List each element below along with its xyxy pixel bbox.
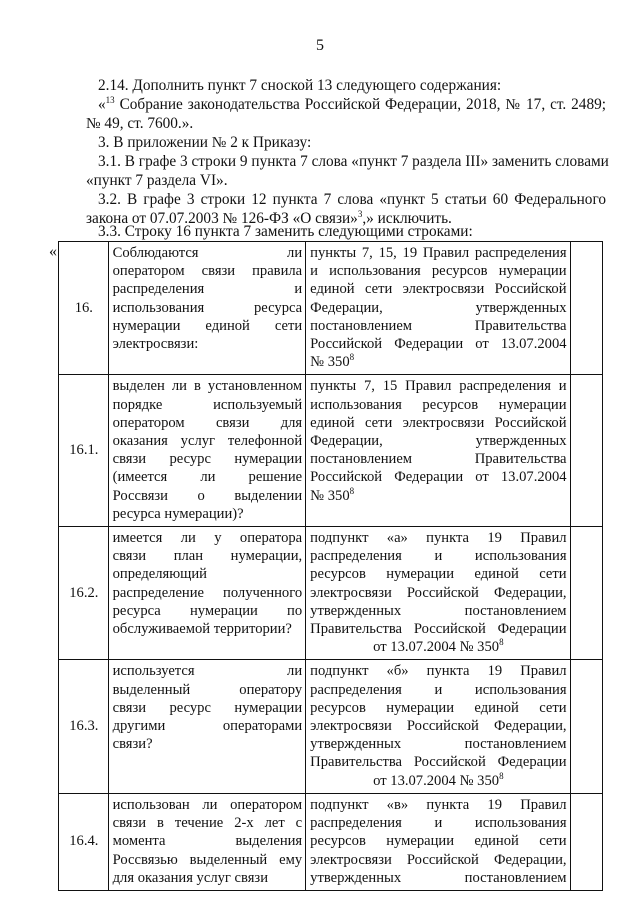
paragraph-3-1-text-cont: «пункт 7 раздела VI». [86,172,228,189]
legal-basis-line: утвержденных постановлением [310,736,567,753]
question-line: нумерации единой сети [112,317,303,334]
legal-basis-line: электросвязи Российской Федерации, [310,851,567,868]
question-line: распределения и [112,281,303,298]
question-cell [108,375,306,527]
question-line: имеется ли у оператора [112,530,303,547]
question-cell [108,242,306,375]
legal-basis-line: электросвязи Российской Федерации, [310,584,567,601]
legal-basis-line: распределения и использования [310,815,567,832]
question-line: порядке используемый [112,396,303,413]
legal-basis-line: использования ресурсов нумерации [310,396,567,413]
question-line: электросвязи: [112,336,199,353]
open-quote-mark: « [98,96,106,113]
paragraph-3-3-text: 3.3. Строку 16 пункта 7 заменить следующими строками: [98,223,473,240]
question-line: ресурса нумерации)? [112,505,244,522]
legal-basis-tail [310,353,566,371]
legal-basis-line: Российской Федерации от 13.07.2004 [310,469,567,486]
legal-basis-line: подпункт «а» пункта 19 Правил [310,530,567,547]
legal-basis-line: Федерации, утвержденных [310,299,567,316]
table-open-quote: « [49,243,57,260]
paragraph-3-1-line-1 [98,152,609,171]
page-number: 5 [316,37,324,54]
question-line: связи? [112,736,153,753]
legal-basis-line: распределения и использования [310,548,567,565]
legal-basis-line: Правительства Российской Федерации [310,621,567,638]
footnote-13-text: Собрание законодательства Российской Федерации, 2018, № 17, ст. 2489; [114,96,606,113]
question-line: связи ресурс нумерации [112,699,303,716]
legal-basis-line: распределения и использования [310,681,567,698]
row-number: 16.1. [59,375,109,527]
legal-basis-tail [310,772,566,790]
legal-basis-line: утвержденных постановлением [310,869,567,886]
legal-basis-tail-text: от 13.07.2004 № 350 [373,772,500,789]
legal-basis-cell [306,527,570,660]
row-number: 16.3. [59,660,109,793]
row-number: 16.4. [59,793,109,890]
table-row [59,793,603,890]
paragraph-3-2-text-end: ,» исключить. [362,210,452,227]
question-line: для оказания услуг связи [112,869,269,886]
footnote-marker: 8 [499,770,504,781]
legal-basis-line: ресурсов нумерации единой сети [310,833,567,850]
legal-basis-tail-text: от 13.07.2004 № 350 [373,639,500,656]
footnote-13-text-cont: № 49, ст. 7600.». [86,115,194,132]
table-row [59,527,603,660]
legal-basis-line: Федерации, утвержденных [310,433,567,450]
legal-basis-cell [306,375,570,527]
footnote-marker: 8 [349,485,355,496]
paragraph-3-2-text-cont: закона от 07.07.2003 № 126-ФЗ «О связи» [86,210,358,227]
question-line: Соблюдаются ли [112,245,303,261]
legal-basis-tail [310,487,566,505]
question-line: определяющий [112,566,207,583]
row-number: 16. [59,242,109,375]
paragraph-3 [98,133,618,152]
table-row [59,375,603,527]
footnote-marker: 8 [349,352,355,363]
legal-basis-line: утвержденных постановлением [310,602,567,619]
legal-basis-line: Российской Федерации от 13.07.2004 [310,336,567,353]
question-line: использован ли оператором [112,796,303,813]
legal-basis-line: Правительства Российской Федерации [310,754,567,771]
empty-cell [570,793,602,890]
question-line: ресурса нумерации по [112,602,303,619]
legal-basis-line: постановлением Правительства [310,451,567,468]
legal-basis-line: ресурсов нумерации единой сети [310,699,567,716]
question-line: Россвязи о выделении [112,487,303,504]
legal-basis-tail [310,638,566,656]
question-line: обслуживаемой территории? [112,621,292,638]
question-line: используется ли [112,663,303,680]
table-row [59,660,603,793]
paragraph-3-1-line-2 [86,171,606,190]
question-cell [108,660,306,793]
legal-basis-line: и использования ресурсов нумерации [310,263,567,280]
legal-basis-line: единой сети электросвязи Российской [310,281,567,298]
paragraph-2-14 [98,76,618,95]
paragraph-3-2-line-1 [98,190,606,209]
question-line: связи план нумерации, [112,548,303,565]
footnote-13-line-1 [98,95,606,114]
legal-basis-cell [306,793,570,890]
question-line: выделенный оператору [112,681,303,698]
legal-basis-line: подпункт «в» пункта 19 Правил [310,796,567,813]
paragraph-3-3 [98,222,618,241]
footnote-marker: 3 [357,209,363,219]
legal-basis-line: ресурсов нумерации единой сети [310,566,567,583]
empty-cell [570,660,602,793]
legal-basis-line: единой сети электросвязи Российской [310,414,567,431]
question-line: оказания услуг телефонной [112,433,303,450]
footnote-13-line-2 [86,114,606,133]
amendment-table-body [59,242,603,891]
legal-basis-line: пункты 7, 15, 19 Правил распределения [310,245,567,261]
legal-basis-tail-text: № 350 [310,487,350,504]
legal-basis-tail-text: № 350 [310,354,350,371]
question-line: выделен ли в установленном [112,378,303,395]
paragraph-3-text: 3. В приложении № 2 к Приказу: [98,134,312,151]
legal-basis-cell [306,660,570,793]
legal-basis-line: пункты 7, 15 Правил распределения и [310,378,567,395]
table-row [59,242,603,375]
footnote-marker: 13 [105,95,115,105]
question-line: использования ресурса [112,299,303,316]
paragraph-3-1-text: 3.1. В графе 3 строки 9 пункта 7 слова «пункт 7 раздела III» заменить словами [98,153,609,170]
question-line: (имеется ли решение [112,469,303,486]
empty-cell [570,242,602,375]
question-cell [108,527,306,660]
question-line: связи в течение 2-х лет с [112,815,303,832]
empty-cell [570,527,602,660]
legal-basis-cell [306,242,570,375]
footnote-marker: 8 [499,637,504,648]
question-line: оператором связи для [112,414,303,431]
question-line: другими операторами [112,718,303,735]
question-line: связи ресурс нумерации [112,451,303,468]
row-number: 16.2. [59,527,109,660]
question-line: оператором связи правила [112,263,303,280]
question-line: распределение полученного [112,584,303,601]
legal-basis-line: постановлением Правительства [310,317,567,334]
amendment-table [58,241,603,891]
paragraph-3-2-text: 3.2. В графе 3 строки 12 пункта 7 слова «пункт 5 статьи 60 Федерального [98,191,606,208]
question-line: Россвязью выделенный ему [112,851,303,868]
paragraph-2-14-text: 2.14. Дополнить пункт 7 сноской 13 следующего содержания: [98,77,502,94]
legal-basis-line: электросвязи Российской Федерации, [310,718,567,735]
question-cell [108,793,306,890]
empty-cell [570,375,602,527]
question-line: момента выделения [112,833,303,850]
legal-basis-line: подпункт «б» пункта 19 Правил [310,663,567,680]
